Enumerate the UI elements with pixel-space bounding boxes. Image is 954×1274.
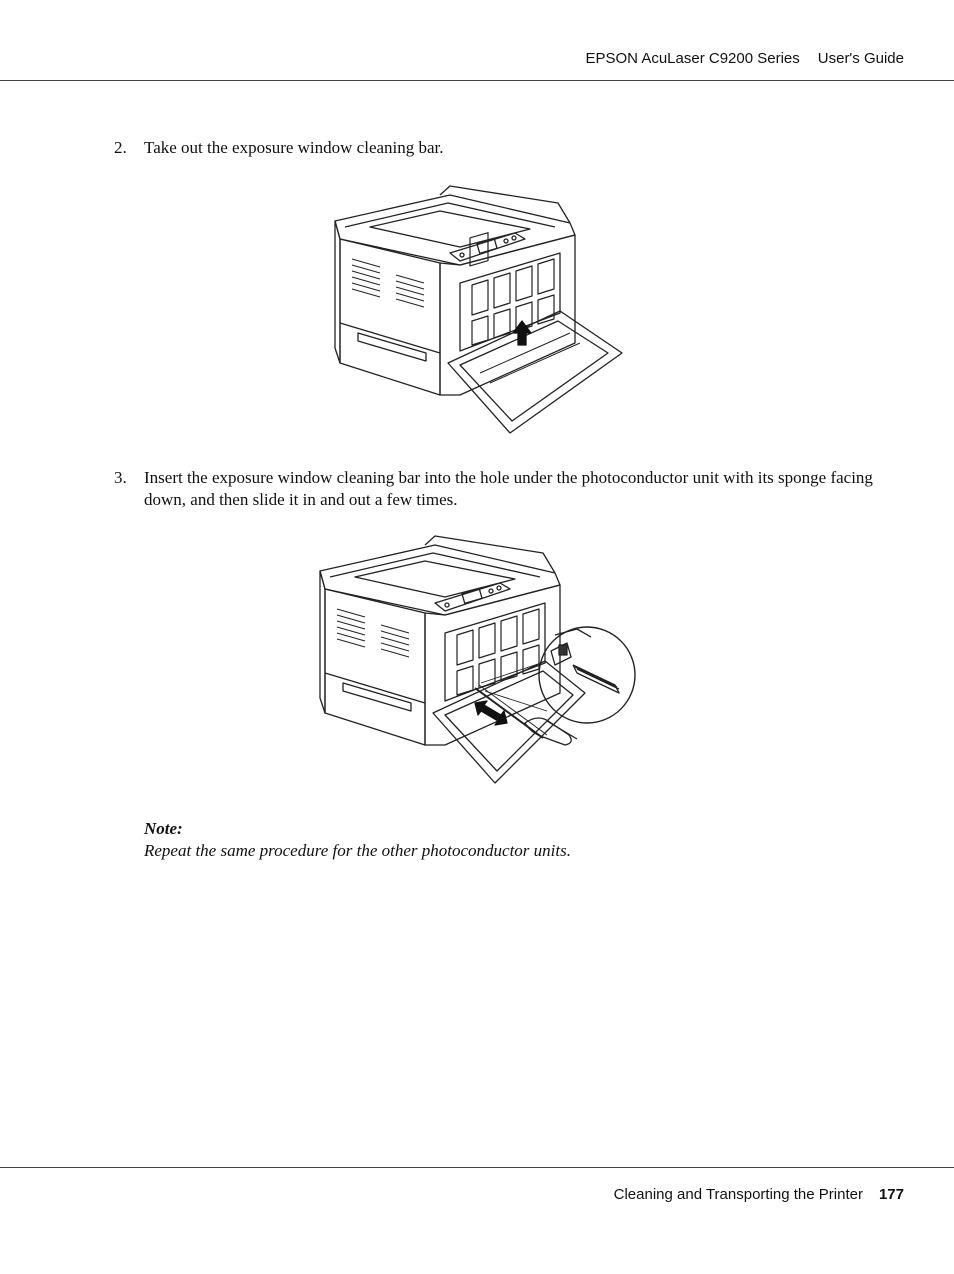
note-box bbox=[144, 818, 571, 862]
step-3 bbox=[114, 467, 884, 511]
note-title: Note: bbox=[144, 819, 183, 838]
header-guide: User's Guide bbox=[817, 50, 904, 67]
running-footer bbox=[614, 1186, 904, 1203]
footer-section: Cleaning and Transporting the Printer bbox=[613, 1186, 863, 1203]
note-body: Repeat the same procedure for the other photoconductor units. bbox=[144, 841, 571, 860]
header-rule bbox=[0, 80, 954, 81]
step-2 bbox=[114, 137, 884, 159]
step-text: Insert the exposure window cleaning bar into the hole under the photoconductor unit with its sponge facing down, and then slide it in and out a few times. bbox=[144, 468, 873, 509]
printer-illustration-insert-bar bbox=[315, 533, 640, 788]
step-number: 3. bbox=[114, 468, 127, 487]
footer-rule bbox=[0, 1167, 954, 1168]
step-text: Take out the exposure window cleaning bar. bbox=[144, 138, 444, 157]
header-product: EPSON AcuLaser C9200 Series bbox=[585, 50, 800, 67]
running-header bbox=[585, 50, 904, 67]
step-number: 2. bbox=[114, 138, 127, 157]
page-number: 177 bbox=[878, 1186, 904, 1203]
printer-illustration-remove-bar bbox=[330, 183, 625, 438]
